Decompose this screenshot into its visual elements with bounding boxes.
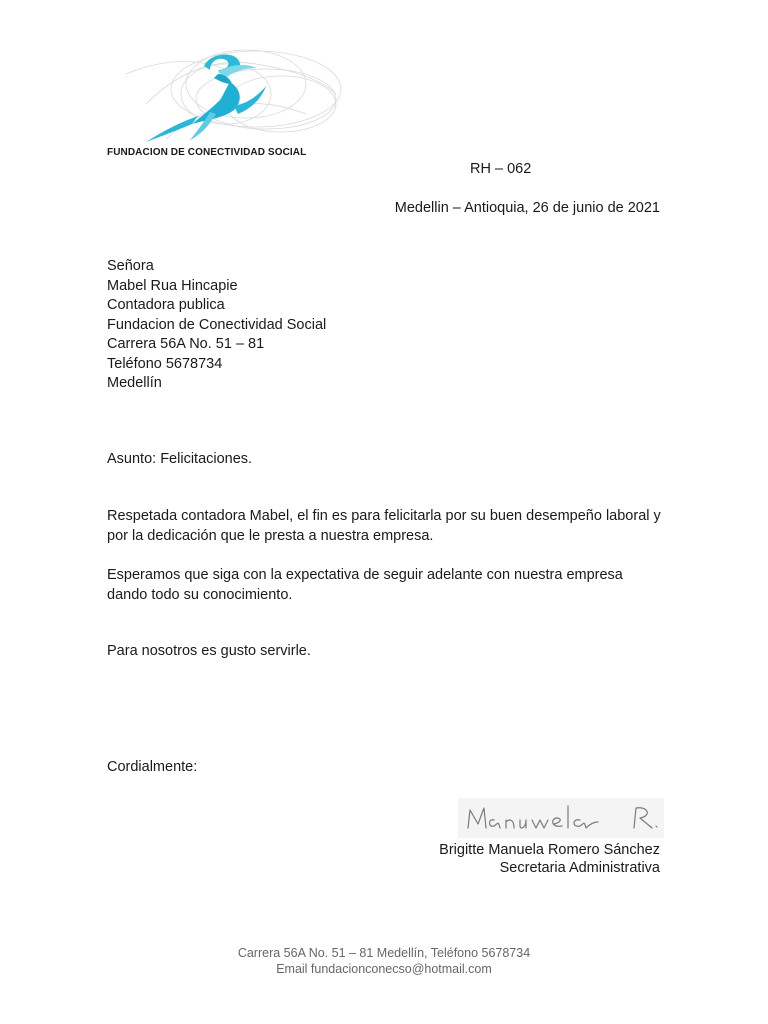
paragraph-2: Esperamos que siga con la expectativa de seguir adelante con nuestra empresa dando todo su conocimiento. <box>107 567 623 603</box>
subject-line: Asunto: Felicitaciones. <box>107 451 253 467</box>
recipient-name: Mabel Rua Hincapie <box>107 277 238 294</box>
recipient-block <box>107 257 326 394</box>
recipient-organization: Fundacion de Conectividad Social <box>107 316 327 333</box>
paragraph-3: Para nosotros es gusto servirle. <box>107 643 311 659</box>
recipient-city: Medellín <box>107 375 162 391</box>
deer-logo-icon <box>106 44 346 146</box>
signer-name: Brigitte Manuela Romero Sánchez <box>439 842 660 858</box>
footer-email: Email fundacionconecso@hotmail.com <box>276 962 492 976</box>
signer-role: Secretaria Administrativa <box>499 860 660 876</box>
reference-number: RH – 062 <box>470 161 532 177</box>
footer-address: Carrera 56A No. 51 – 81 Medellín, Teléfono 5678734 <box>237 946 531 960</box>
paragraph-1: Respetada contadora Mabel, el fin es para felicitarla por su buen desempeño laboral y por la dedicación que le presta a nuestra empresa. <box>107 508 661 544</box>
recipient-role: Contadora publica <box>107 297 225 313</box>
handwritten-signature <box>458 798 664 838</box>
recipient-phone: Teléfono 5678734 <box>107 355 223 372</box>
recipient-salutation: Señora <box>107 258 154 274</box>
closing-line: Cordialmente: <box>107 759 198 775</box>
date-line: Medellin – Antioquia, 26 de junio de 2021 <box>394 200 660 216</box>
organization-name: FUNDACION DE CONECTIVIDAD SOCIAL <box>107 147 307 158</box>
recipient-address: Carrera 56A No. 51 – 81 <box>107 336 265 352</box>
